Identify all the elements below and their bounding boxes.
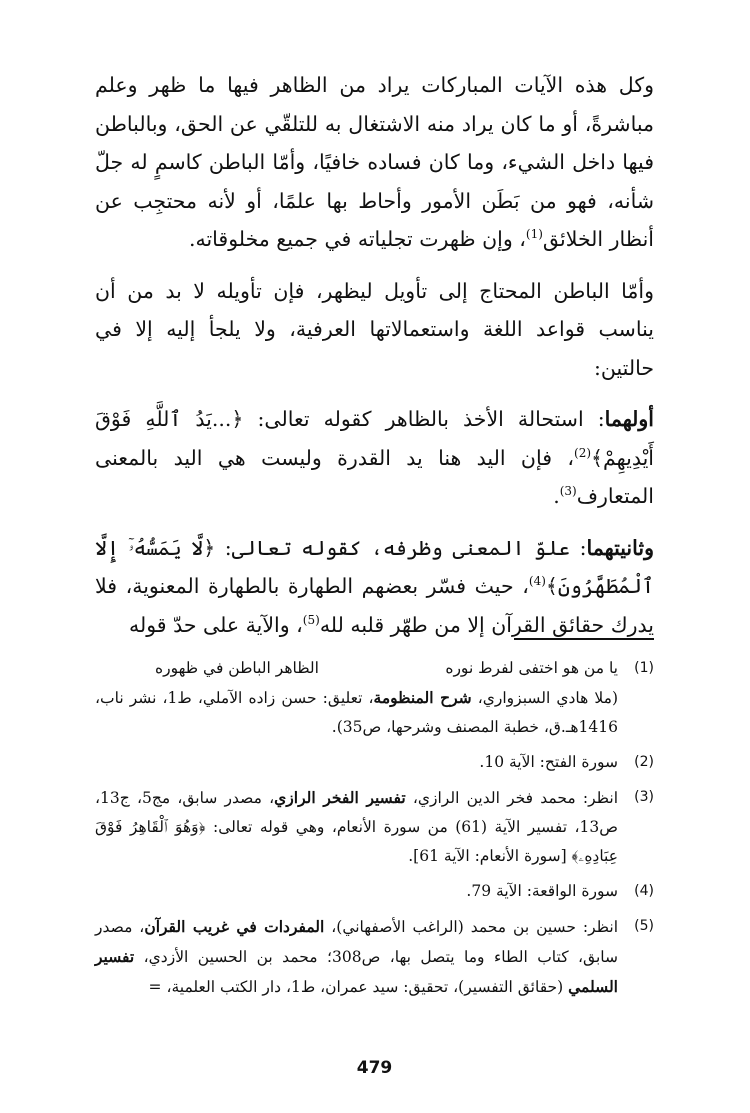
- paragraph-3: [95, 400, 654, 516]
- footnote-1: [95, 654, 654, 742]
- footnote-separator: [514, 638, 654, 640]
- poem-verse: [95, 654, 618, 683]
- footnote-3: [95, 783, 654, 871]
- paragraph-4-text: : علوّ المعنى وظرفه، كقوله تعالى: ﴿لَّا يَمَسُّهُۥٓ إِلَّا ٱلْمُطَهَّرُونَ﴾: [95, 535, 654, 598]
- footnote-text-part: ، تعليق: حسن زاده الآملي، ط1، نشر ناب، 1416هـ.ق، خطبة المصنف وشرحها، ص35).: [95, 689, 618, 736]
- footnote-text: [95, 912, 618, 1002]
- footnote-4: [95, 877, 654, 906]
- footnote-number: (1): [634, 660, 654, 676]
- footnote-text-part: انظر: حسين بن محمد (الراغب الأصفهاني)،: [324, 918, 619, 936]
- paragraph-3-text: : استحالة الأخذ بالظاهر كقوله تعالى: ﴿...يَدُ ٱللَّهِ فَوْقَ أَيْدِيهِمْ﴾: [95, 407, 654, 470]
- footnotes: [95, 654, 654, 1008]
- footnote-citation: [95, 683, 618, 742]
- poem-first-hemistich: يا من هو اختفى لفرط نوره: [445, 659, 618, 677]
- paragraph-4-tail: ، والآية على حدّ قوله: [128, 612, 303, 637]
- footnote-text-part: انظر: محمد فخر الدين الرازي،: [405, 789, 619, 807]
- footnote-text: سورة الواقعة: الآية 79.: [466, 882, 618, 900]
- footnote-number: (3): [634, 789, 654, 805]
- paragraph-2: [95, 272, 654, 388]
- footnote-text-part: ، مصدر سابق، مج5، ج13، ص13، تفسير الآية (61) من سورة الأنعام، وهي قوله تعالى: ﴿وَهُوَ ٱلْقَاهِرُ فَوْقَ عِبَادِهِۦ﴾ [سورة الأنعام: الآية 61].: [95, 789, 618, 865]
- footnote-text: [95, 783, 618, 871]
- book-page: [95, 66, 654, 1113]
- poem-second-hemistich: الظاهر الباطن في ظهوره: [155, 659, 319, 677]
- footnote-ref-1: (1): [525, 227, 543, 241]
- footnote-2: [95, 748, 654, 777]
- paragraph-1-text: وكل هذه الآيات المباركات يراد من الظاهر فيها ما ظهر وعلم مباشرةً، أو ما كان يراد منه الاشتغال به للتلقّي عن الحق، وبالباطن فيها داخل الشيء، وما كان فساده خافيًا، وأمّا الباطن كاسمٍ له جلّ شأنه، فهو من بَطَن الأمور وأحاط بها علمًا، أو لأنه محتجِب عن أنظار الخلائق: [95, 73, 654, 251]
- footnote-text-part: (ملا هادي السبزواري،: [471, 689, 618, 707]
- footnote-book-title: تفسير السلمي: [95, 947, 618, 996]
- paragraph-1-tail: ، وإن ظهرت تجلياته في جميع مخلوقاته.: [188, 227, 526, 251]
- footnote-5: [95, 912, 654, 1002]
- page-number: 479: [356, 1058, 393, 1078]
- footnote-number: (2): [634, 754, 654, 770]
- footnote-book-title: المفردات في غريب القرآن: [144, 917, 325, 936]
- paragraph-3-mid: ، فإن اليد هنا يد القدرة وليست هي اليد بالمعنى المتعارف: [95, 445, 654, 508]
- footnote-text-part: (حقائق التفسير)، تحقيق: سيد عمران، ط1، دار الكتب العلمية، =: [148, 978, 569, 996]
- footnote-ref-4: (4): [528, 574, 546, 588]
- footnote-text: سورة الفتح: الآية 10.: [479, 753, 618, 771]
- footnote-book-title: تفسير الفخر الرازي: [274, 788, 406, 807]
- paragraph-2-text: وأمّا الباطن المحتاج إلى تأويل ليظهر، فإن تأويله لا بد من أن يناسب قواعد اللغة واستعمالاتها العرفية، ولا يلجأ إليه إلا في حالتين:: [95, 278, 654, 380]
- paragraph-3-lead: أولهما: [604, 407, 654, 431]
- paragraph-4-mid: ، حيث فسّر بعضهم الطهارة بالطهارة المعنوية، فلا يدرك حقائق القرآن إلا من طهّر قلبه لله: [95, 574, 654, 637]
- footnote-text-part: ، مصدر سابق، كتاب الطاء وما يتصل بها، ص308؛ محمد بن الحسين الأزدي،: [95, 918, 618, 966]
- footnote-ref-5: (5): [302, 612, 320, 627]
- main-text: [95, 66, 654, 644]
- footnote-number: (4): [634, 883, 654, 899]
- paragraph-1: [95, 66, 654, 259]
- paragraph-4-lead: وثانيتهما: [586, 535, 654, 560]
- footnote-ref-3: (3): [559, 484, 577, 498]
- footnote-ref-2: (2): [574, 445, 592, 460]
- footnote-book-title: شرح المنظومة: [373, 688, 472, 707]
- footnote-text: [95, 654, 618, 742]
- paragraph-4: [95, 529, 654, 645]
- footnote-number: (5): [634, 918, 654, 934]
- paragraph-3-tail: .: [553, 484, 560, 508]
